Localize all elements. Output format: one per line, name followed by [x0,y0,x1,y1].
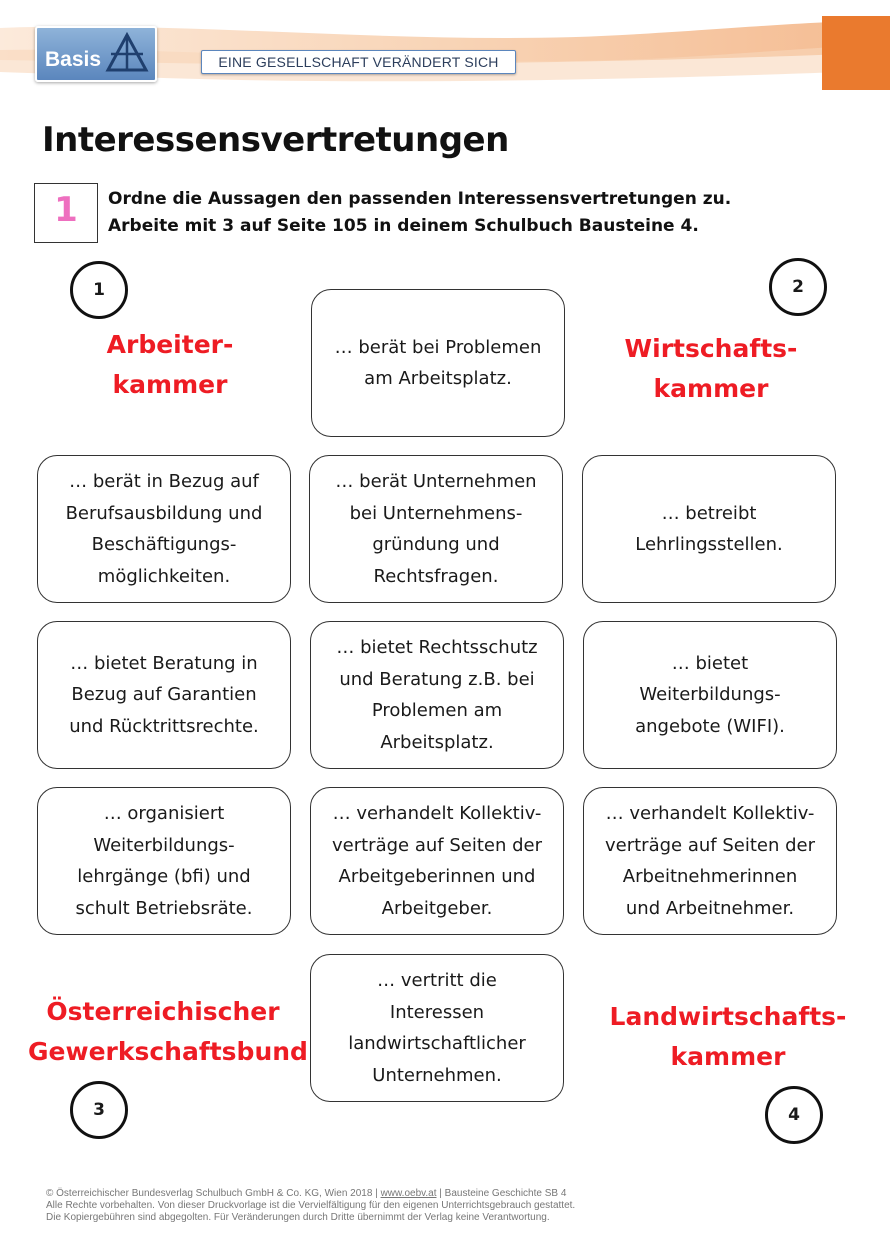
task-number-box [34,183,98,243]
series-title-box [201,50,516,74]
footer-copyright: © Österreichischer Bundesverlag Schulbuch GmbH & Co. KG, Wien 2018 | www.oebv.at | Bausteine Geschichte SB 4 [46,1188,567,1199]
basis-logo [35,26,157,82]
task-number: 1 [54,190,78,230]
footer-rights: Alle Rechte vorbehalten. Von dieser Druckvorlage ist die Vervielfältigung für den eigenen Unterrichtsgebrauch gestattet. [46,1200,576,1211]
publisher-link[interactable]: www.oebv.at [380,1188,437,1199]
statement-card[interactable]: … verhandelt Kollektiv- verträge auf Seiten der Arbeitnehmerinnen und Arbeitnehmer. [583,787,837,935]
statement-card[interactable]: … organisiert Weiterbildungs- lehrgänge (bfi) und schult Betriebsräte. [37,787,291,935]
org-arbeiterkammer: Arbeiter- kammer [106,330,234,399]
orange-corner-block [822,16,890,90]
statement-card[interactable]: … bietet Beratung in Bezug auf Garantien und Rücktrittsrechte. [37,621,291,769]
number-circle-4: 4 [765,1086,823,1144]
triangle-logo-icon [105,32,149,74]
number-circle-2: 2 [769,258,827,316]
statement-card[interactable]: … berät bei Problemen am Arbeitsplatz. [311,289,565,437]
task-instruction-line-2: Arbeite mit 3 auf Seite 105 in deinem Schulbuch Bausteine 4. [108,216,699,236]
statement-card[interactable]: … verhandelt Kollektiv- verträge auf Seiten der Arbeitgeberinnen und Arbeitgeber. [310,787,564,935]
number-circle-1: 1 [70,261,128,319]
statement-card[interactable]: … betreibt Lehrlingsstellen. [582,455,836,603]
task-instruction-line-1: Ordne die Aussagen den passenden Interessensvertretungen zu. [108,189,732,209]
statement-card[interactable]: … bietet Weiterbildungs- angebote (WIFI). [583,621,837,769]
number-circle-3: 3 [70,1081,128,1139]
series-title: EINE GESELLSCHAFT VERÄNDERT SICH [218,54,499,70]
footer-fees: Die Kopiergebühren sind abgegolten. Für Veränderungen durch Dritte übernimmt der Verlag keine Verantwortung. [46,1212,550,1223]
logo-label: Basis [45,48,102,71]
org-landwirtschaftskammer: Landwirtschafts- kammer [609,1002,847,1071]
statement-card[interactable]: … berät in Bezug auf Berufsausbildung und Beschäftigungs- möglichkeiten. [37,455,291,603]
org-oegb: Österreichischer Gewerkschaftsbund [28,997,308,1066]
statement-card[interactable]: … berät Unternehmen bei Unternehmens- gründung und Rechtsfragen. [309,455,563,603]
page-title: Interessensvertretungen [42,120,509,160]
org-wirtschaftskammer: Wirtschafts- kammer [624,334,798,403]
statement-card[interactable]: … bietet Rechtsschutz und Beratung z.B. bei Problemen am Arbeitsplatz. [310,621,564,769]
statement-card[interactable]: … vertritt die Interessen landwirtschaftlicher Unternehmen. [310,954,564,1102]
